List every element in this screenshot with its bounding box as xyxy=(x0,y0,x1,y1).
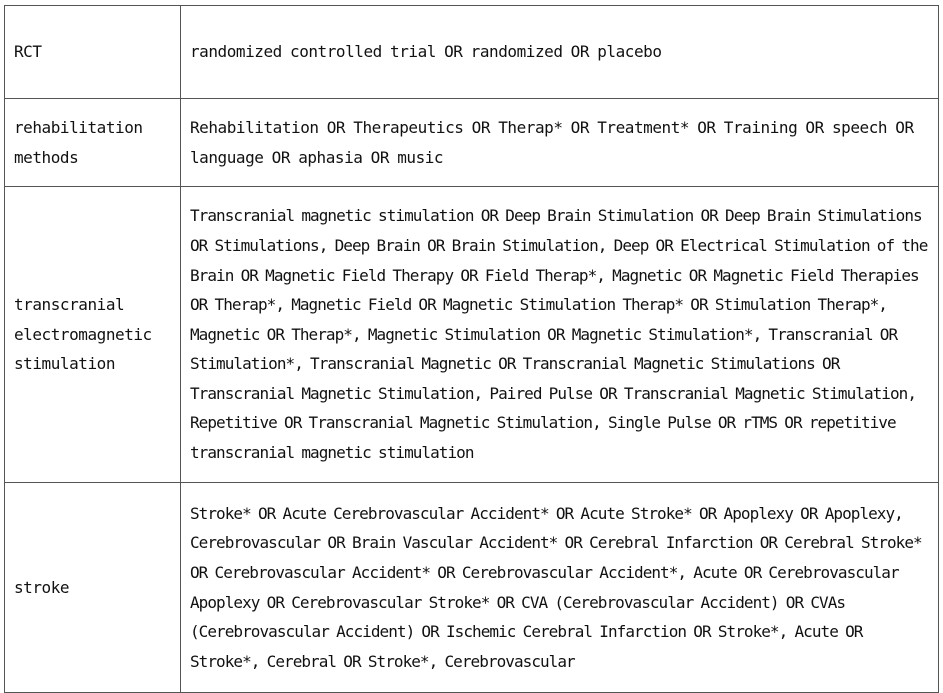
table-row-stroke xyxy=(5,483,939,693)
search-query-cell: randomized controlled trial OR randomized OR placebo xyxy=(181,6,939,99)
table-row-transcranial-stimulation xyxy=(5,187,939,483)
table-row-rehabilitation-methods xyxy=(5,99,939,187)
table-row-rct xyxy=(5,6,939,99)
search-query-cell: Transcranial magnetic stimulation OR Deep Brain Stimulation OR Deep Brain Stimulations OR Stimulations, Deep Brain OR Brain Stimulation, Deep OR Electrical Stimulation of the Brain OR Magnetic Field Therapy OR Field Therap*, Magnetic OR Magnetic Field Therapies OR Therap*, Magnetic Field OR Magnetic Stimulation Therap* OR Stimulation Therap*, Magnetic OR Therap*, Magnetic Stimulation OR Magnetic Stimulation*, Transcranial OR Stimulation*, Transcranial Magnetic OR Transcranial Magnetic Stimulations OR Transcranial Magnetic Stimulation, Paired Pulse OR Transcranial Magnetic Stimulation, Repetitive OR Transcranial Magnetic Stimulation, Single Pulse OR rTMS OR repetitive transcranial magnetic stimulation xyxy=(181,187,939,483)
search-term-cell: rehabilitation methods xyxy=(5,99,181,187)
search-term-cell: stroke xyxy=(5,483,181,693)
search-term-cell: transcranial electromagnetic stimulation xyxy=(5,187,181,483)
search-query-cell: Stroke* OR Acute Cerebrovascular Accident* OR Acute Stroke* OR Apoplexy OR Apoplexy, Cerebrovascular OR Brain Vascular Accident* OR Cerebral Infarction OR Cerebral Stroke* OR Cerebrovascular Accident* OR Cerebrovascular Accident*, Acute OR Cerebrovascular Apoplexy OR Cerebrovascular Stroke* OR CVA (Cerebrovascular Accident) OR CVAs (Cerebrovascular Accident) OR Ischemic Cerebral Infarction OR Stroke*, Acute OR Stroke*, Cerebral OR Stroke*, Cerebrovascular xyxy=(181,483,939,693)
search-strategy-table xyxy=(4,5,939,693)
search-query-cell: Rehabilitation OR Therapeutics OR Therap* OR Treatment* OR Training OR speech OR language OR aphasia OR music xyxy=(181,99,939,187)
search-term-cell: RCT xyxy=(5,6,181,99)
